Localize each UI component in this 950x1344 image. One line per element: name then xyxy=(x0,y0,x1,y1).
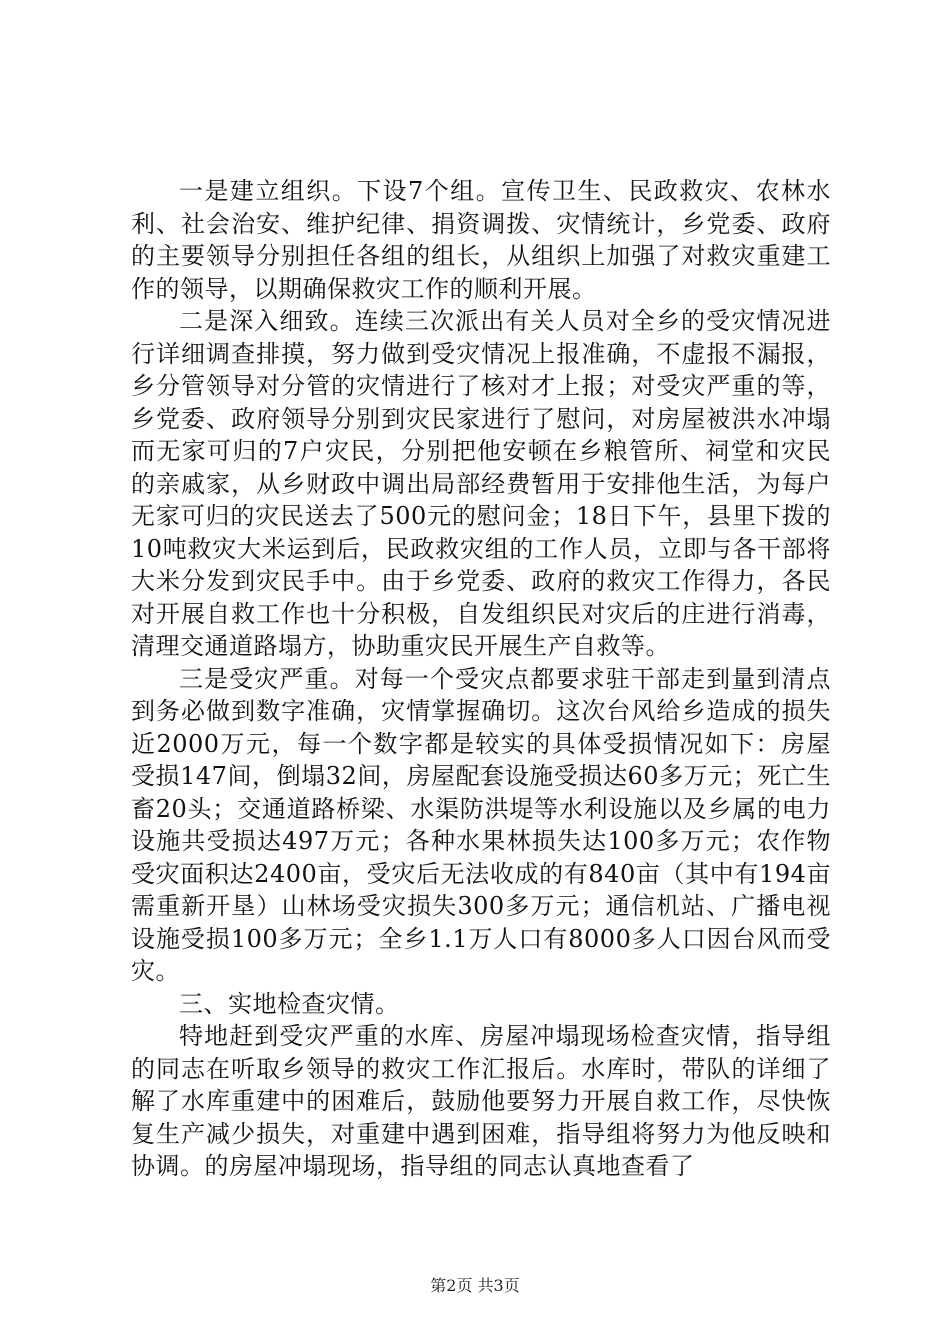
page-number-footer: 第2页 共3页 xyxy=(430,1276,520,1295)
paragraph-damage-statistics: 三是受灾严重。对每一个受灾点都要求驻干部走到量到清点到务必做到数字准确，灾情掌握确切。这次台风给乡造成的损失近2000万元，每一个数字都是较实的具体受损情况如下：房屋受损147间，倒塌32间，房屋配套设施受损达60多万元；死亡生畜20头；交通道路桥梁、水渠防洪堤等水利设施以及乡属的电力设施共受损达497万元；各种水果林损失达100多万元；农作物受灾面积达2400亩，受灾后无法收成的有840亩（其中有194亩需重新开垦）山林场受灾损失300多万元；通信机站、广播电视设施受损100多万元；全乡1.1万人口有8000多人口因台风而受灾。 xyxy=(131,664,831,985)
paragraph-site-inspection: 特地赶到受灾严重的水库、房屋冲塌现场检查灾情，指导组的同志在听取乡领导的救灾工作汇报后。水库时，带队的详细了解了水库重建中的困难后，鼓励他要努力开展自救工作，尽快恢复生产减少损失，对重建中遇到困难，指导组将努力为他反映和协调。的房屋冲塌现场，指导组的同志认真地查看了 xyxy=(131,1022,831,1180)
section-heading-site-inspection: 三、实地检查灾情。 xyxy=(179,989,400,1018)
document-body xyxy=(131,175,831,1183)
paragraph-establish-organization: 一是建立组织。下设7个组。宣传卫生、民政救灾、农林水利、社会治安、维护纪律、捐资调拨、灾情统计，乡党委、政府的主要领导分别担任各组的组长，从组织上加强了对救灾重建工作的领导，以期确保救灾工作的顺利开展。 xyxy=(131,177,831,303)
paragraph-thorough-investigation: 二是深入细致。连续三次派出有关人员对全乡的受灾情况进行详细调查排摸，努力做到受灾情况上报准确，不虚报不漏报，乡分管领导对分管的灾情进行了核对才上报；对受灾严重的等，乡党委、政府领导分别到灾民家进行了慰问，对房屋被洪水冲塌而无家可归的7户灾民，分别把他安顿在乡粮管所、祠堂和灾民的亲戚家，从乡财政中调出局部经费暂用于安排他生活，为每户无家可归的灾民送去了500元的慰问金；18日下午，县里下拨的10吨救灾大米运到后，民政救灾组的工作人员，立即与各干部将大米分发到灾民手中。由于乡党委、政府的救灾工作得力，各民对开展自救工作也十分积极，自发组织民对灾后的庄进行消毒，清理交通道路塌方，协助重灾民开展生产自救等。 xyxy=(131,307,831,660)
